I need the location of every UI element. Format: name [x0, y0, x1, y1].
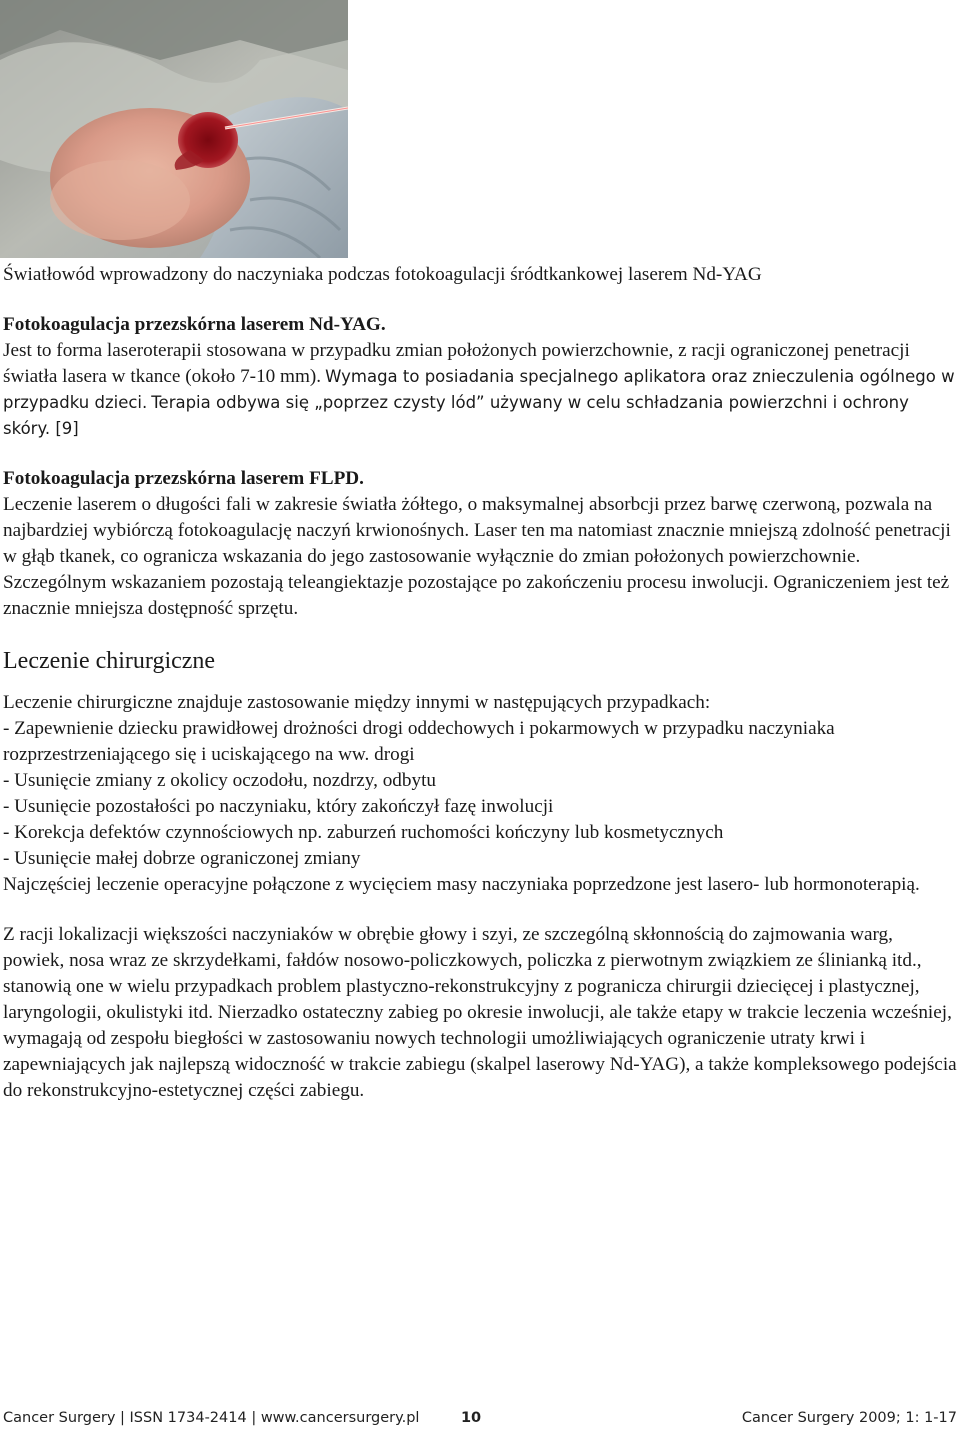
surgery-paragraph: Z racji lokalizacji większości naczyniaków w obrębie głowy i szyi, ze szczególną skłonnością do zajmowania warg, powiek, nosa wraz ze skrzydełkami, fałdów nosowo-policzkowych, policzka z pierwotnym związkiem ze ślinianką itd., stanowią one w wielu przypadkach problem plastyczno-rekonstrukcyjny z pogranicza chirurgii dziecięcej i plastycznej, laryngologii, okulistyki itd. Nierzadko ostateczny zabieg po okresie inwolucji, ale także etapy w trakcie leczenia wcześniej, wymagają od zespołu biegłości w zastosowaniu nowych technologii umożliwiających ograniczenie utraty krwi i zapewniających jak najlepszą widoczność w trakcie zabiegu (skalpel laserowy Nd-YAG), a także kompleksowego podejścia do rekonstrukcyjno-estetycznej części zabiegu.: [3, 924, 957, 1101]
section-ndyag-text: Jest to forma laseroterapii stosowana w przypadku zmian położonych powierzchownie, z racji ograniczonej penetracji światła lasera w tkance (około 7-10 mm).: [3, 340, 910, 387]
list-item: - Zapewnienie dziecku prawidłowej drożności drogi oddechowych i pokarmowych w przypadku naczyniaka rozprzestrzeniającego się i uciskającego na ww. drogi: [3, 718, 835, 765]
page-number: 10: [460, 1410, 482, 1426]
list-item: - Usunięcie zmiany z okolicy oczodołu, nozdrzy, odbytu: [3, 770, 437, 791]
surgery-closing: Najczęściej leczenie operacyjne połączone z wycięciem masy naczyniaka poprzedzone jest lasero- lub hormonoterapią.: [3, 874, 920, 895]
footer-left: [3, 1409, 481, 1427]
article-body: [3, 262, 958, 1104]
clinical-photo: [0, 0, 348, 258]
section-ndyag: [3, 312, 958, 442]
surgery-intro: Leczenie chirurgiczne znajduje zastosowanie między innymi w następujących przypadkach:: [3, 692, 711, 713]
section-ndyag-text-sans-1: Wymaga to posiadania specjalnego aplikatora oraz znieczulenia ogólnego w przypadku dzieci.: [3, 367, 955, 412]
section-flpd-text-2: Szczególnym wskazaniem pozostają teleangiektazje pozostające po zakończeniu procesu inwolucji. Ograniczeniem jest też znacznie mniejsza dostępność sprzętu.: [3, 572, 950, 619]
section-flpd-text-1: Leczenie laserem o długości fali w zakresie światła żółtego, o maksymalnej absorbcji przez barwę czerwoną, pozwala na najbardziej wybiórczą fotokoagulację naczyń krwionośnych. Laser ten ma natomiast znacznie mniejszą zdolność penetracji w głąb tkanek, co ogranicza wskazania do jego zastosowanie wyłącznie do zmian położonych powierzchownie.: [3, 494, 951, 567]
section-flpd: [3, 466, 958, 622]
figure-caption: Światłowód wprowadzony do naczyniaka podczas fotokoagulacji śródtkankowej laserem Nd-YAG: [3, 264, 762, 285]
section-flpd-title: Fotokoagulacja przezskórna laserem FLPD.: [3, 468, 364, 489]
section-heading-surgery: Leczenie chirurgiczne: [3, 648, 216, 674]
list-item: - Usunięcie pozostałości po naczyniaku, który zakończył fazę inwolucji: [3, 796, 554, 817]
footer-right: Cancer Surgery 2009; 1: 1-17: [741, 1410, 957, 1426]
section-flpd-paragraph: [3, 492, 958, 622]
footer-journal-info: Cancer Surgery | ISSN 1734-2414 | www.cancersurgery.pl: [3, 1410, 420, 1426]
section-ndyag-title: Fotokoagulacja przezskórna laserem Nd-YAG.: [3, 314, 386, 335]
section-ndyag-text-sans-2: Terapia odbywa się „poprzez czysty lód” używany w celu schładzania powierzchni i ochrony skóry. [9]: [3, 393, 909, 438]
section-ndyag-paragraph: [3, 338, 958, 442]
surgery-indications: [3, 690, 958, 1104]
list-item: - Usunięcie małej dobrze ograniczonej zmiany: [3, 848, 361, 869]
list-item: - Korekcja defektów czynnościowych np. zaburzeń ruchomości kończyny lub kosmetycznych: [3, 822, 724, 843]
